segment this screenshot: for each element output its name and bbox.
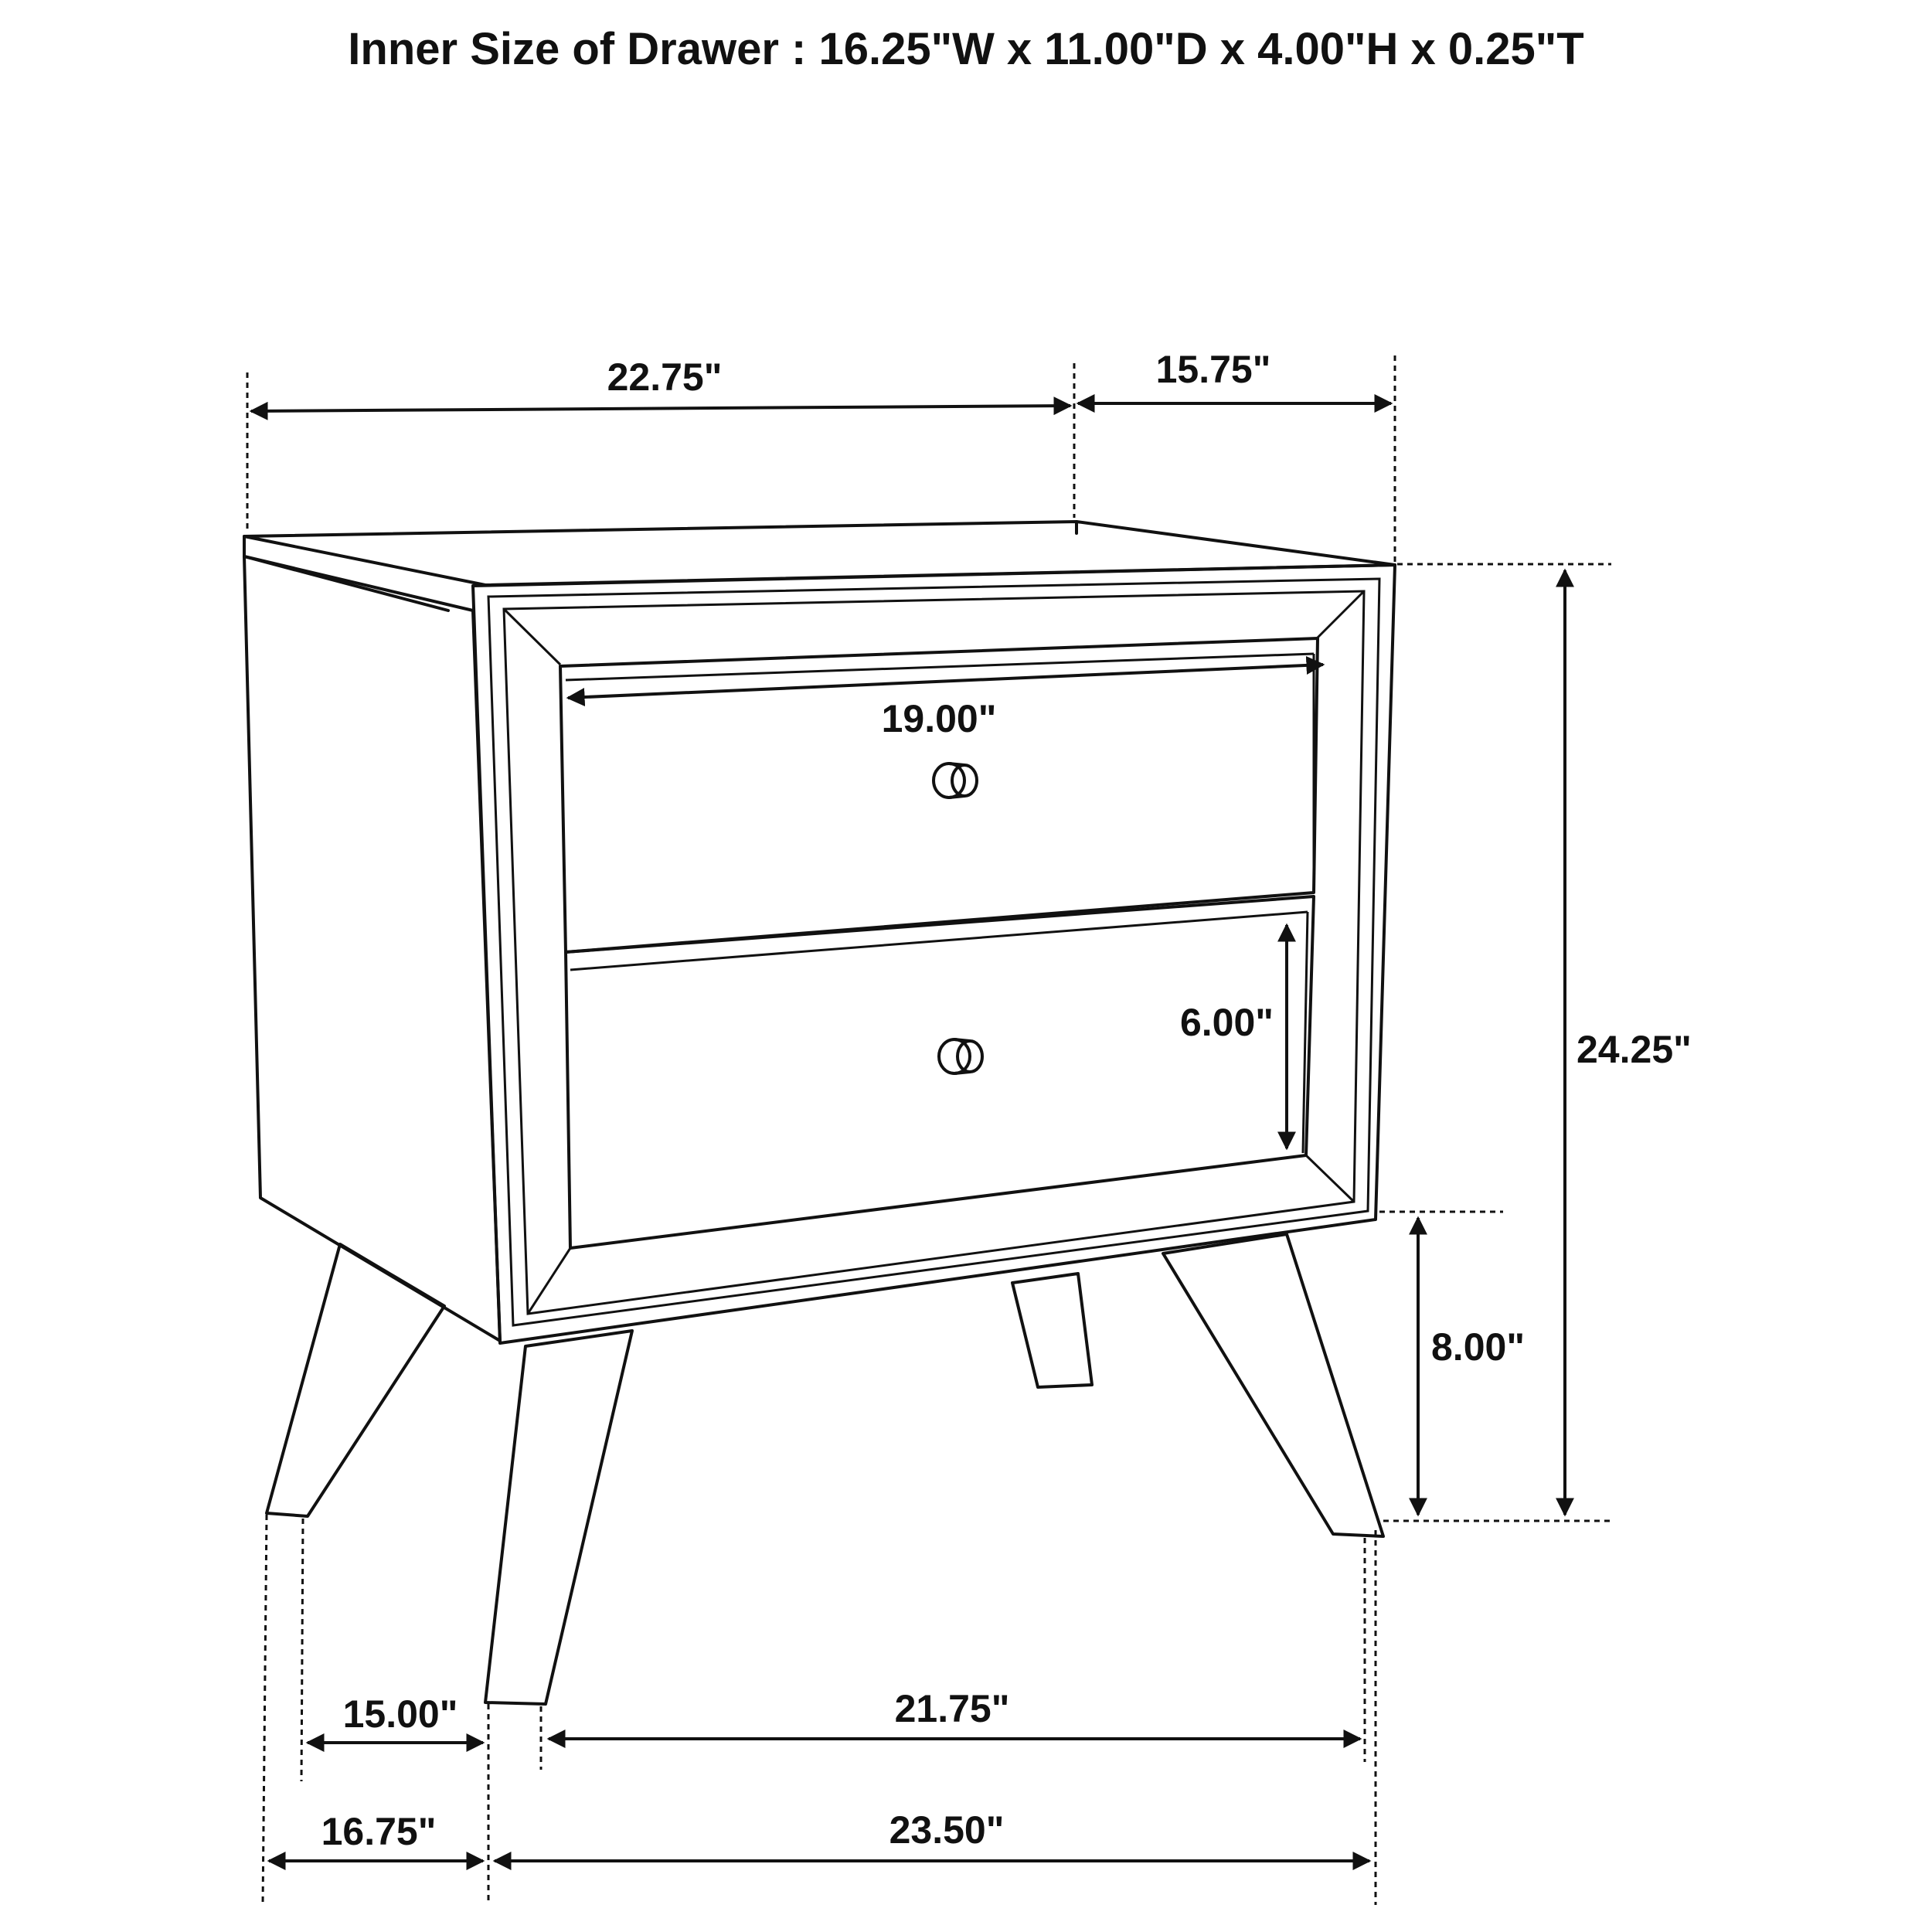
dim-leg-depth-outer <box>269 1810 483 1861</box>
dim-leg-width-outer <box>495 1808 1369 1861</box>
dim-overall-height <box>1383 564 1692 1521</box>
nightstand-outline <box>244 522 1395 1343</box>
dim-overall-width <box>247 355 1074 533</box>
overall-depth-label: 15.75" <box>1155 348 1271 391</box>
dim-drawer-height <box>1180 925 1287 1148</box>
bottom-drawer-knob-icon <box>939 1039 982 1073</box>
leg-back-left <box>267 1244 444 1516</box>
leg-front-right <box>1163 1234 1383 1536</box>
dim-overall-depth <box>1078 348 1395 564</box>
bottom-drawer <box>566 896 1314 1248</box>
dim-leg-depth-inner <box>308 1692 483 1743</box>
leg-width-outer-label: 23.50" <box>889 1808 1005 1852</box>
drawer-inner-size-title: Inner Size of Drawer : 16.25"W x 11.00"D x 4.00"H x 0.25"T <box>348 24 1584 74</box>
legs <box>267 1234 1383 1704</box>
drawer-front-width-label: 19.00" <box>881 697 997 740</box>
front-frame-inner <box>488 579 1379 1325</box>
overall-height-label: 24.25" <box>1577 1028 1692 1071</box>
leg-back-right <box>1012 1274 1092 1387</box>
leg-depth-inner-label: 15.00" <box>342 1692 458 1736</box>
top-surface <box>244 522 1395 585</box>
overall-width-label: 22.75" <box>607 355 723 399</box>
dim-leg-width-inner <box>549 1687 1360 1739</box>
dim-leg-height <box>1379 1212 1525 1515</box>
leg-width-inner-label: 21.75" <box>894 1687 1010 1730</box>
drawer-height-label: 6.00" <box>1179 1001 1274 1044</box>
leg-front-left <box>485 1331 632 1704</box>
side-panel <box>244 556 500 1341</box>
leg-height-label: 8.00" <box>1431 1325 1526 1369</box>
top-drawer-knob-icon <box>934 764 977 798</box>
leg-depth-outer-label: 16.75" <box>321 1810 437 1853</box>
